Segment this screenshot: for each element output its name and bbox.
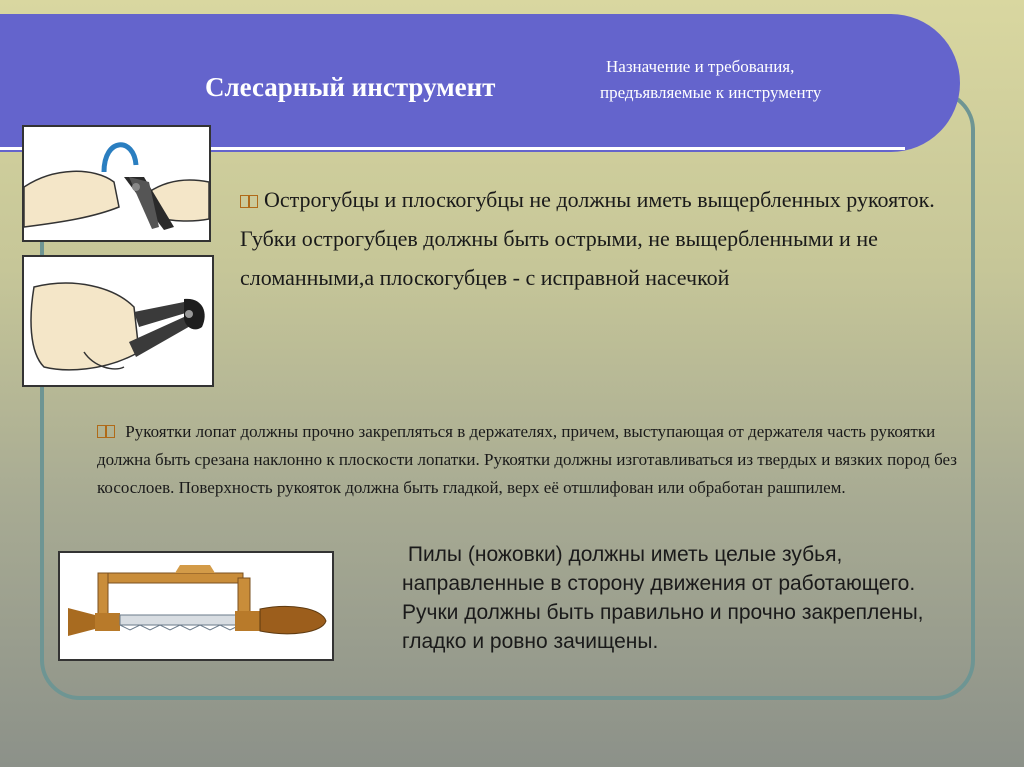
book-icon [240,195,258,208]
hacksaw-icon [60,553,332,659]
end-nippers-hands-icon [24,257,212,385]
subtitle-line-2: предъявляемые к инструменту [600,83,822,102]
book-icon [97,425,115,438]
pliers-illustration [22,125,211,242]
saws-paragraph [402,540,942,656]
page-subtitle [600,54,822,106]
nippers-illustration [22,255,214,387]
hacksaw-illustration [58,551,334,661]
page-title: Слесарный инструмент [205,72,496,102]
cutting-pliers-wire-icon [24,127,209,240]
subtitle-line-1: Назначение и требования, [606,57,795,76]
pliers-paragraph [240,180,970,297]
saws-text: Пилы (ножовки) должны иметь целые зубья, направленные в сторону движения от работающего. Ручки должны быть правильно и прочно закреплены, гладко и ровно зачищены. [402,543,924,653]
pliers-text: Острогубцы и плоскогубцы не должны иметь выщербленных рукояток. Губки острогубцев должны быть острыми, не выщербленными и не сломанными,а плоскогубцев - с исправной насечкой [240,187,935,290]
shovels-paragraph [97,418,977,502]
shovels-text: Рукоятки лопат должны прочно закрепляться в держателях, причем, выступающая от держателя часть рукоятки должна быть срезана наклонно к плоскости лопатки. Рукоятки должны изготавливаться из твердых и вязких пород без косослоев. Поверхность рукояток должна быть гладкой, верх её отшлифован или обработан рашпилем. [97,422,957,497]
